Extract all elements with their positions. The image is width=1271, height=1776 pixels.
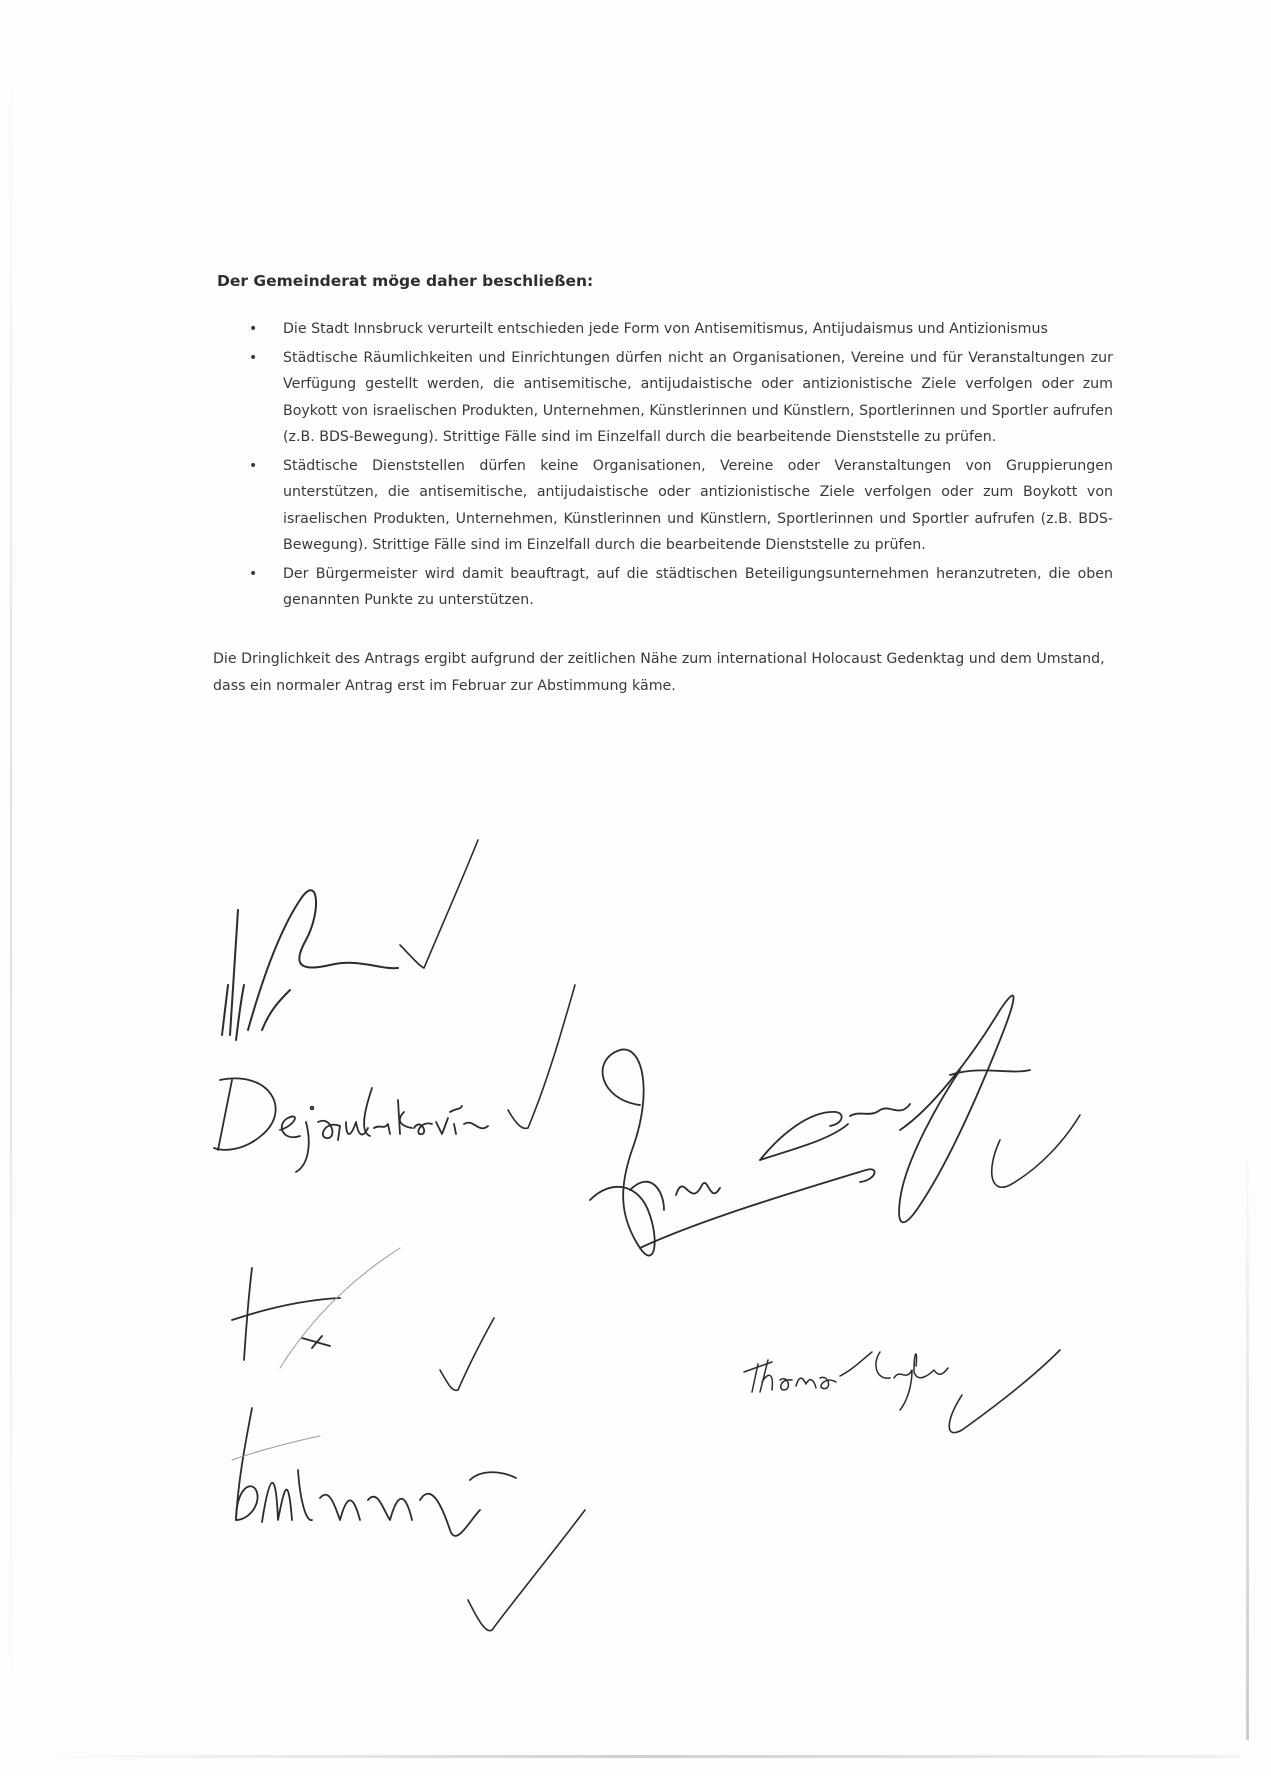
- check-mark-5: [949, 1350, 1060, 1433]
- signature-thomas-engler: [744, 1352, 948, 1410]
- check-mark-1: [400, 840, 478, 968]
- scan-edge-right: [1246, 1140, 1249, 1740]
- resolution-point-text: Der Bürgermeister wird damit beauftragt, auf die städtischen Beteiligungsunternehmen heranzutreten, die oben genannten Punkte zu unterstützen.: [283, 565, 1113, 608]
- check-mark-2: [508, 985, 575, 1128]
- resolution-points: [213, 316, 1113, 614]
- bullet-icon: •: [249, 321, 258, 337]
- pencil-stroke: [232, 1436, 320, 1460]
- bullet-icon: •: [249, 457, 258, 474]
- document-body: [213, 272, 1113, 700]
- pencil-stroke: [280, 1248, 400, 1368]
- urgency-statement: Die Dringlichkeit des Antrags ergibt aufgrund der zeitlichen Nähe zum international Holocaust Gedenktag und dem Umstand, dass ein normaler Antrag erst im Februar zur Abstimmung käme.: [213, 650, 1105, 694]
- resolution-point: [249, 453, 1113, 559]
- signature-initial-k: [232, 1268, 340, 1360]
- bullet-icon: •: [249, 565, 258, 582]
- resolution-point: [249, 316, 1113, 343]
- resolution-point: [249, 561, 1113, 614]
- signature-1: [222, 890, 398, 1040]
- scan-edge-bottom: [40, 1755, 1240, 1758]
- resolution-point-text: Städtische Dienststellen dürfen keine Organisationen, Vereine oder Veranstaltungen von Gruppierungen unterstützen, die antisemitische, antijudaistische oder antizionistische Ziele verfolgen oder zum Boykott von israelischen Produkten, Unternehmen, Künstlerinnen und Künstlern, Sportlerinnen und Sportler aufrufen (z.B. BDS-Bewegung). Strittige Fälle sind im Einzelfall durch die bearbeitende Dienststelle zu prüfen.: [283, 457, 1113, 553]
- signature-center: [590, 996, 1030, 1256]
- resolution-point-text: Städtische Räumlichkeiten und Einrichtungen dürfen nicht an Organisationen, Vereine und für Veranstaltungen zur Verfügung gestellt werden, die antisemitische, antijudaistische oder antizionistische Ziele verfolgen oder zum Boykott von israelischen Produkten, Unternehmen, Künstlerinnen und Künstlern, Sportlerinnen und Sportler aufrufen (z.B. BDS-Bewegung). Strittige Fälle sind im Einzelfall durch die bearbeitende Dienststelle zu prüfen.: [283, 349, 1113, 445]
- check-mark-6: [468, 1510, 585, 1631]
- resolution-heading: Der Gemeinderat möge daher beschließen:: [217, 272, 594, 290]
- scan-edge-left: [10, 40, 12, 1720]
- check-mark-3: [992, 1115, 1080, 1187]
- bullet-icon: •: [249, 349, 258, 366]
- signature-dejan-lukovic: [214, 1078, 488, 1172]
- resolution-point: [249, 345, 1113, 451]
- signature-bottom-left: [236, 1408, 516, 1536]
- check-mark-4: [440, 1318, 494, 1390]
- resolution-point-text: Die Stadt Innsbruck verurteilt entschieden jede Form von Antisemitismus, Antijudaismus und Antizionismus: [283, 321, 1048, 337]
